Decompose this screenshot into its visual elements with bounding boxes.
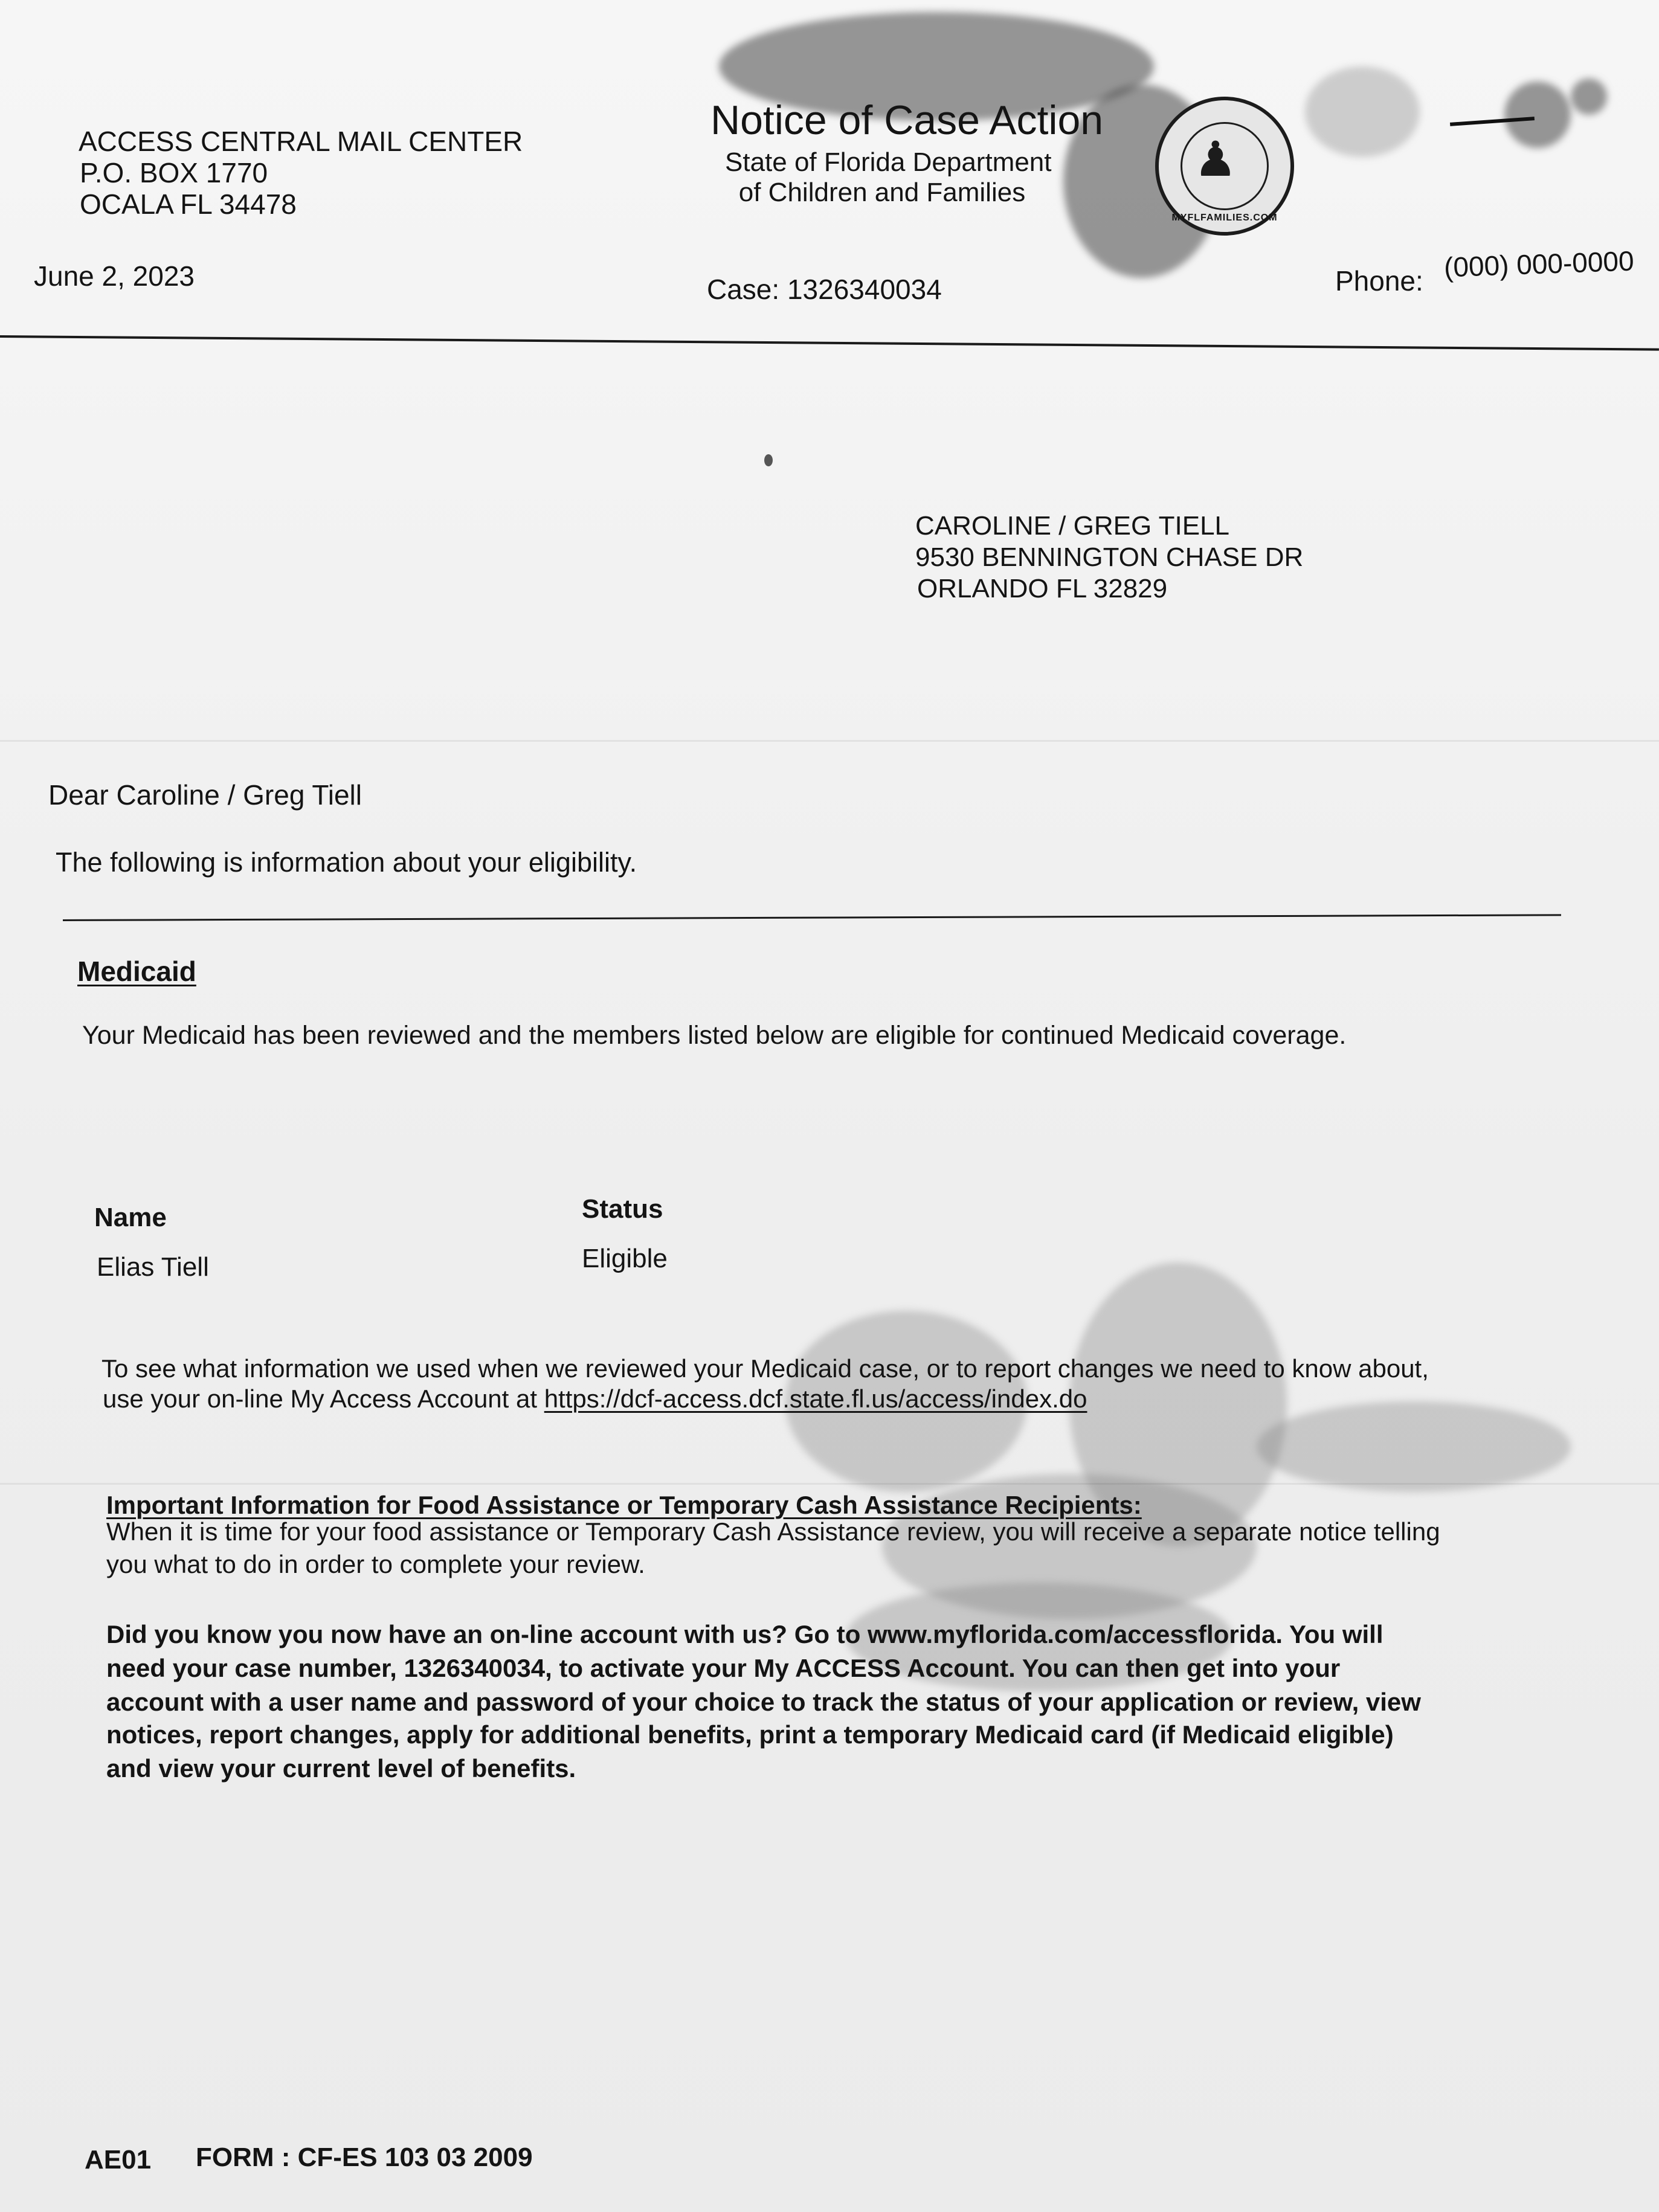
- water-stain: [1504, 82, 1571, 148]
- column-header-status: Status: [582, 1194, 663, 1224]
- recipient-street: 9530 BENNINGTON CHASE DR: [915, 542, 1304, 572]
- online-line2: need your case number, 1326340034, to activate your My ACCESS Account. You can then get into your: [106, 1654, 1341, 1682]
- salutation: Dear Caroline / Greg Tiell: [48, 779, 362, 811]
- account-info-line1: To see what information we used when we reviewed your Medicaid case, or to report changes we need to know about,: [101, 1354, 1429, 1383]
- seal-text: MYFLFAMILIES.COM: [1171, 213, 1278, 223]
- important-line2: you what to do in order to complete your review.: [106, 1550, 645, 1578]
- access-portal-link[interactable]: https://dcf-access.dcf.state.fl.us/access/index.do: [544, 1384, 1087, 1413]
- intro-text: The following is information about your eligibility.: [56, 847, 637, 878]
- medicaid-statement: Your Medicaid has been reviewed and the members listed below are eligible for continued Medicaid coverage.: [82, 1021, 1347, 1050]
- notice-date: June 2, 2023: [34, 260, 195, 292]
- recipient-name: CAROLINE / GREG TIELL: [915, 511, 1230, 541]
- footer-form-number: FORM : CF-ES 103 03 2009: [196, 2143, 533, 2172]
- water-stain: [1305, 66, 1420, 157]
- online-line4: notices, report changes, apply for additional benefits, print a temporary Medicaid card (if Medicaid eligible): [106, 1720, 1394, 1749]
- fold-line: [0, 740, 1659, 742]
- column-header-name: Name: [94, 1203, 167, 1232]
- page-title: Notice of Case Action: [710, 97, 1104, 143]
- mail-center-line2: P.O. BOX 1770: [80, 157, 268, 188]
- account-info-line2: [103, 1383, 1087, 1415]
- online-line1: Did you know you now have an on-line account with us? Go to www.myflorida.com/accessflorida. You will: [106, 1620, 1384, 1648]
- department-name-line1: State of Florida Department: [725, 147, 1052, 177]
- member-name: Elias Tiell: [97, 1252, 209, 1282]
- fold-line: [0, 1483, 1659, 1485]
- ink-speck: [764, 454, 773, 466]
- department-name-line2: of Children and Families: [738, 178, 1026, 207]
- water-stain: [1571, 79, 1607, 115]
- florida-dcf-seal-icon: [1155, 97, 1294, 236]
- phone-number: (000) 000-0000: [1443, 245, 1635, 283]
- water-stain: [1257, 1401, 1571, 1492]
- header-divider: [0, 335, 1659, 351]
- important-line1: When it is time for your food assistance or Temporary Cash Assistance review, you will receive a separate notice telling: [106, 1517, 1440, 1546]
- medicaid-heading: Medicaid: [77, 956, 196, 987]
- footer-code: AE01: [85, 2145, 152, 2175]
- family-figures-icon: ♟: [1194, 132, 1237, 186]
- phone-label: Phone:: [1335, 265, 1423, 297]
- section-divider: [63, 914, 1561, 921]
- important-heading: Important Information for Food Assistance or Temporary Cash Assistance Recipients:: [106, 1491, 1142, 1519]
- online-line5: and view your current level of benefits.: [106, 1754, 576, 1783]
- mail-center-line1: ACCESS CENTRAL MAIL CENTER: [79, 126, 523, 157]
- case-number: Case: 1326340034: [707, 274, 942, 305]
- recipient-city: ORLANDO FL 32829: [917, 574, 1168, 603]
- account-info-prefix: use your on-line My Access Account at: [103, 1384, 544, 1413]
- online-line3: account with a user name and password of your choice to track the status of your application or review, view: [106, 1688, 1421, 1716]
- member-status: Eligible: [582, 1244, 668, 1273]
- mail-center-line3: OCALA FL 34478: [80, 188, 297, 220]
